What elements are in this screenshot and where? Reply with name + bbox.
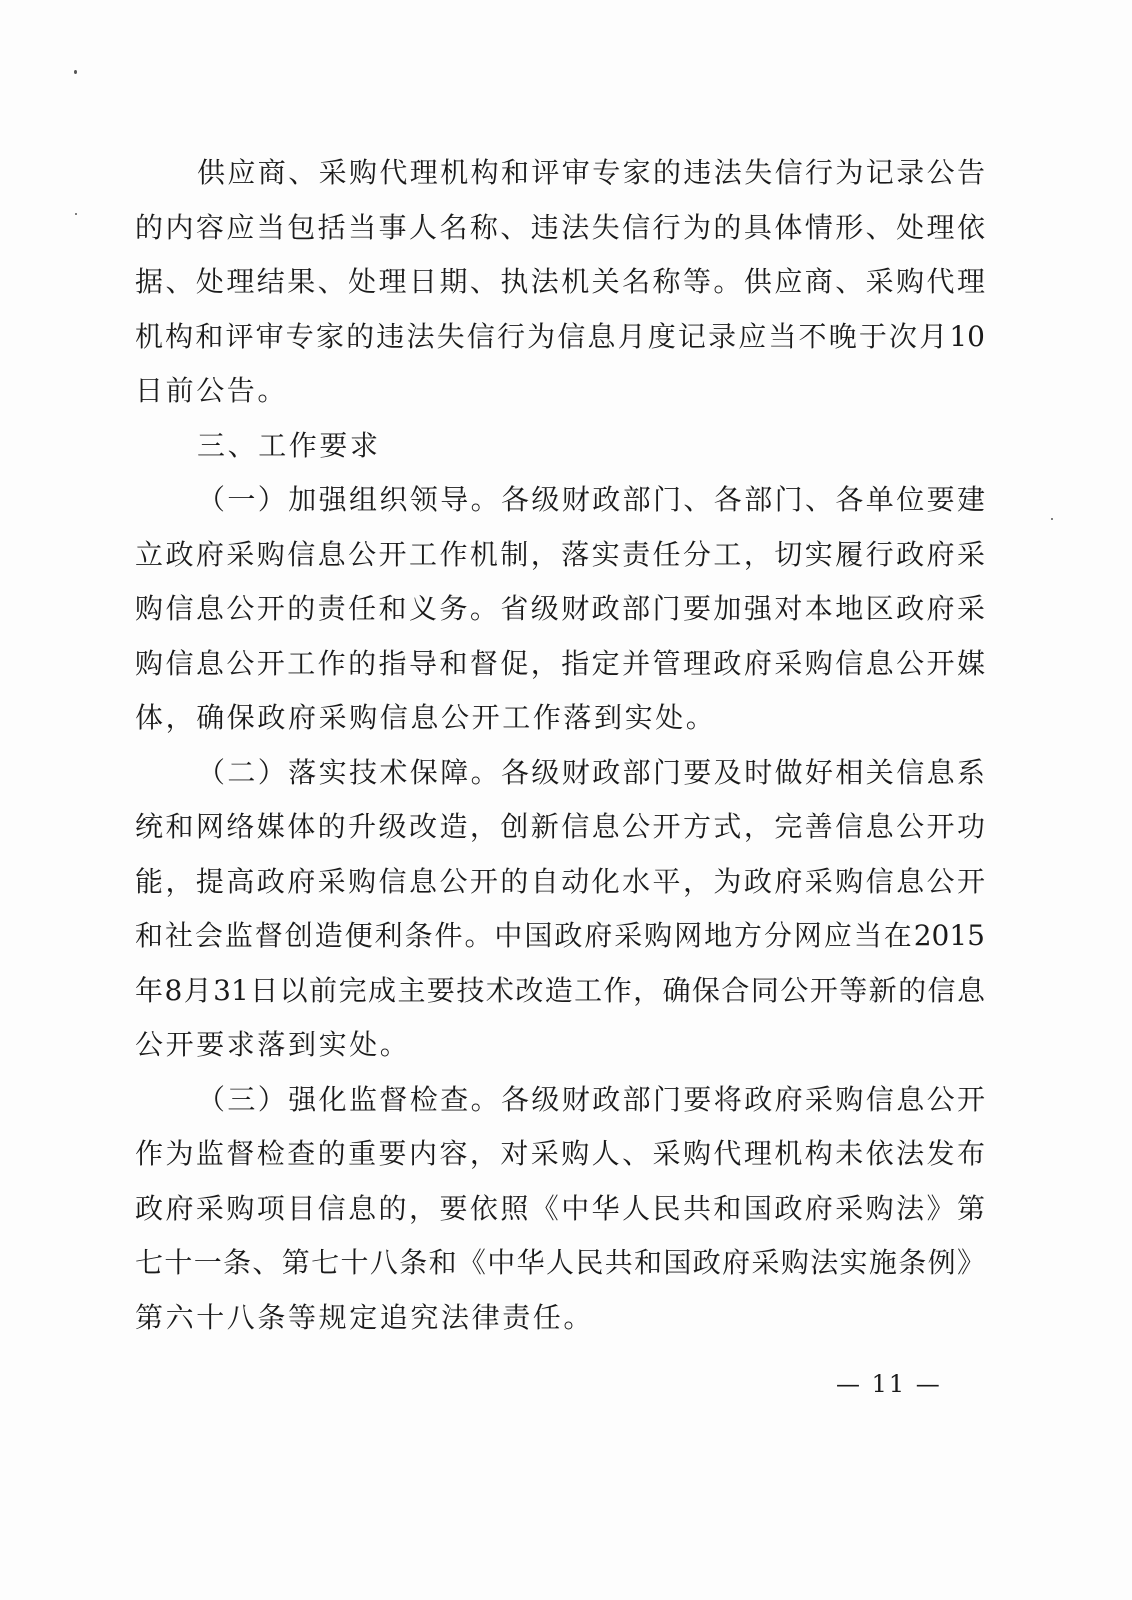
paragraph-line: 日前公告。 xyxy=(135,374,289,407)
paragraph-line: 供应商、采购代理机构和评审专家的违法失信行为记录公告 xyxy=(197,156,985,189)
paragraph-line: 公开要求落到实处。 xyxy=(135,1028,411,1061)
scan-speck xyxy=(75,213,77,215)
paragraph-line: 年8月31日以前完成主要技术改造工作，确保合同公开等新的信息 xyxy=(135,973,985,1007)
paragraph-line: 统和网络媒体的升级改造，创新信息公开方式，完善信息公开功 xyxy=(135,810,985,843)
paragraph-line: 和社会监督创造便利条件。中国政府采购网地方分网应当在2015 xyxy=(135,919,985,952)
paragraph-line: 体，确保政府采购信息公开工作落到实处。 xyxy=(135,701,717,734)
paragraph-line: 的内容应当包括当事人名称、违法失信行为的具体情形、处理依 xyxy=(135,210,985,244)
paragraph-line: 政府采购项目信息的，要依照《中华人民共和国政府采购法》第 xyxy=(135,1191,985,1225)
paragraph-line: 购信息公开的责任和义务。省级财政部门要加强对本地区政府采 xyxy=(135,592,985,625)
paragraph-line: 购信息公开工作的指导和督促，指定并管理政府采购信息公开媒 xyxy=(135,646,985,680)
paragraph-line: 立政府采购信息公开工作机制，落实责任分工，切实履行政府采 xyxy=(135,537,985,571)
paragraph-line: 作为监督检查的重要内容，对采购人、采购代理机构未依法发布 xyxy=(135,1137,985,1170)
paragraph-line: 第六十八条等规定追究法律责任。 xyxy=(135,1300,595,1334)
scan-speck xyxy=(1051,518,1053,520)
paragraph-line: （二）落实技术保障。各级财政部门要及时做好相关信息系 xyxy=(197,755,985,789)
paragraph-line: 七十一条、第七十八条和《中华人民共和国政府采购法实施条例》 xyxy=(135,1246,985,1279)
page-number: — 11 — xyxy=(836,1370,942,1398)
section-heading: 三、工作要求 xyxy=(197,428,381,462)
paragraph-line: （三）强化监督检查。各级财政部门要将政府采购信息公开 xyxy=(197,1082,985,1116)
paragraph-line: 据、处理结果、处理日期、执法机关名称等。供应商、采购代理 xyxy=(135,265,985,298)
paragraph-line: 能，提高政府采购信息公开的自动化水平，为政府采购信息公开 xyxy=(135,864,985,898)
paragraph-line: （一）加强组织领导。各级财政部门、各部门、各单位要建 xyxy=(197,483,985,516)
paragraph-line: 机构和评审专家的违法失信行为信息月度记录应当不晚于次月10 xyxy=(135,319,985,353)
document-body xyxy=(135,146,985,1345)
scan-speck xyxy=(74,70,77,74)
